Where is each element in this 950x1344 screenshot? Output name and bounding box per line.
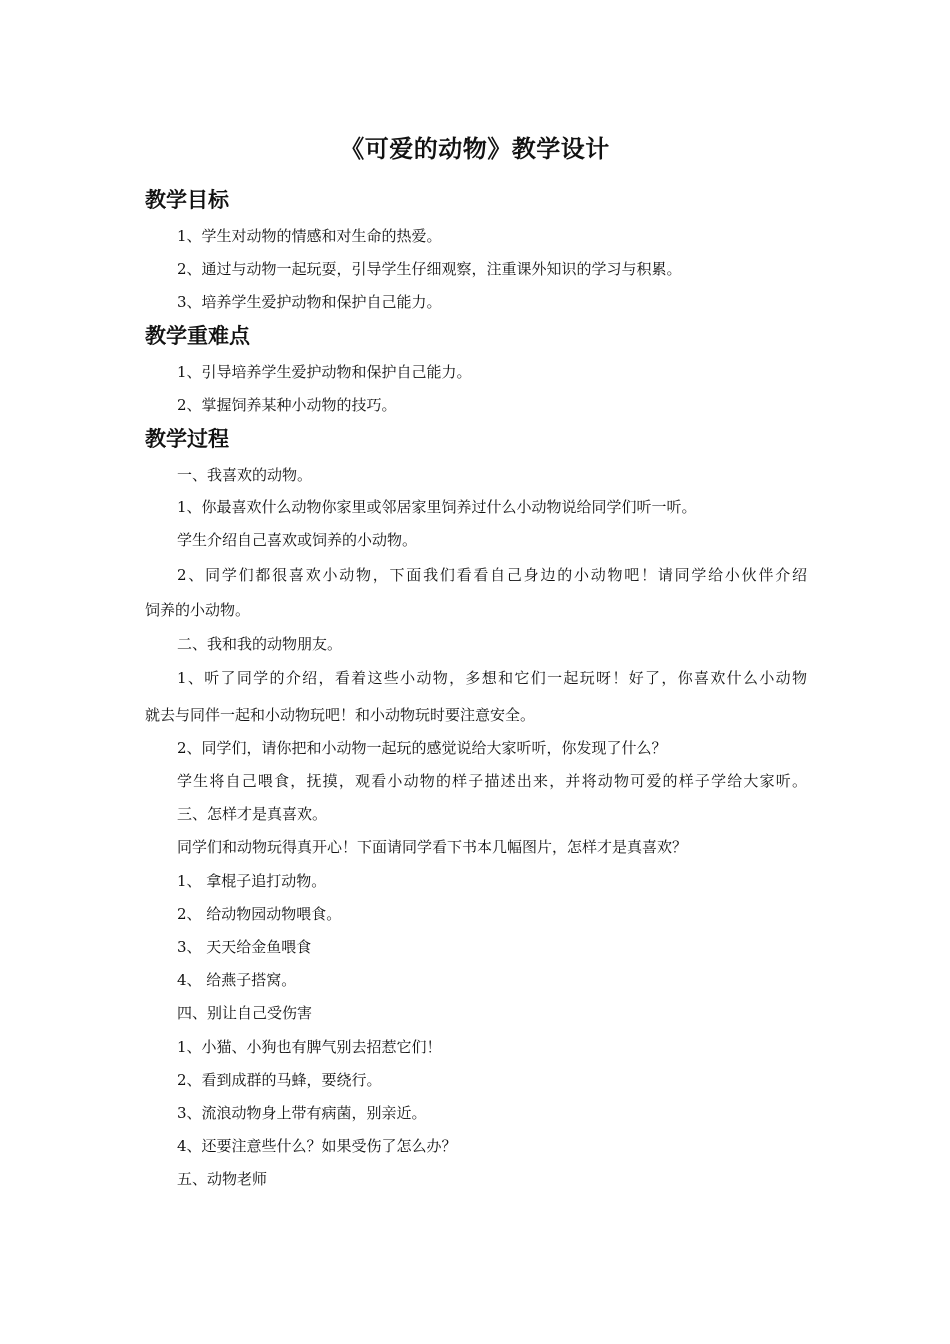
process-line: 3、 天天给金鱼喂食 [177, 938, 312, 956]
process-line: 1、听了同学的介绍，看着这些小动物，多想和它们一起玩呀！好了，你喜欢什么小动物 [177, 669, 807, 687]
process-line: 4、还要注意些什么？如果受伤了怎么办？ [177, 1137, 457, 1155]
process-line: 1、 拿棍子追打动物。 [177, 872, 327, 890]
process-line: 1、你最喜欢什么动物你家里或邻居家里饲养过什么小动物说给同学们听一听。 [177, 498, 697, 516]
process-line: 一、我喜欢的动物。 [177, 466, 313, 484]
process-line: 2、同学们都很喜欢小动物，下面我们看看自己身边的小动物吧！请同学给小伙伴介绍 [177, 566, 807, 584]
process-line: 4、 给燕子搭窝。 [177, 971, 297, 989]
process-line: 2、 给动物园动物喂食。 [177, 905, 342, 923]
process-line: 就去与同伴一起和小动物玩吧！和小动物玩时要注意安全。 [145, 706, 536, 724]
process-line: 五、动物老师 [177, 1170, 268, 1188]
process-line: 1、小猫、小狗也有脾气别去招惹它们！ [177, 1038, 442, 1056]
document-title: 《可爱的动物》教学设计 [340, 135, 610, 163]
section-heading-goals: 教学目标 [145, 188, 229, 212]
key-point-item: 2、掌握饲养某种小动物的技巧。 [177, 396, 397, 414]
process-line: 2、同学们，请你把和小动物一起玩的感觉说给大家听听，你发现了什么？ [177, 739, 667, 757]
section-heading-key-points: 教学重难点 [145, 324, 250, 348]
key-point-item: 1、引导培养学生爱护动物和保护自己能力。 [177, 363, 472, 381]
goal-item: 2、通过与动物一起玩耍，引导学生仔细观察，注重课外知识的学习与积累。 [177, 260, 682, 278]
process-line: 学生介绍自己喜欢或饲养的小动物。 [177, 531, 418, 549]
process-line: 饲养的小动物。 [145, 601, 251, 619]
process-line: 三、怎样才是真喜欢。 [177, 805, 328, 823]
process-line: 学生将自己喂食，抚摸，观看小动物的样子描述出来，并将动物可爱的样子学给大家听。 [177, 772, 807, 790]
process-line: 四、别让自己受伤害 [177, 1004, 313, 1022]
process-line: 二、我和我的动物朋友。 [177, 635, 343, 653]
goal-item: 1、学生对动物的情感和对生命的热爱。 [177, 227, 442, 245]
process-line: 3、流浪动物身上带有病菌，别亲近。 [177, 1104, 427, 1122]
goal-item: 3、培养学生爱护动物和保护自己能力。 [177, 293, 442, 311]
process-line: 2、看到成群的马蜂，要绕行。 [177, 1071, 382, 1089]
section-heading-process: 教学过程 [145, 427, 229, 451]
process-line: 同学们和动物玩得真开心！下面请同学看下书本几幅图片，怎样才是真喜欢？ [177, 838, 688, 856]
